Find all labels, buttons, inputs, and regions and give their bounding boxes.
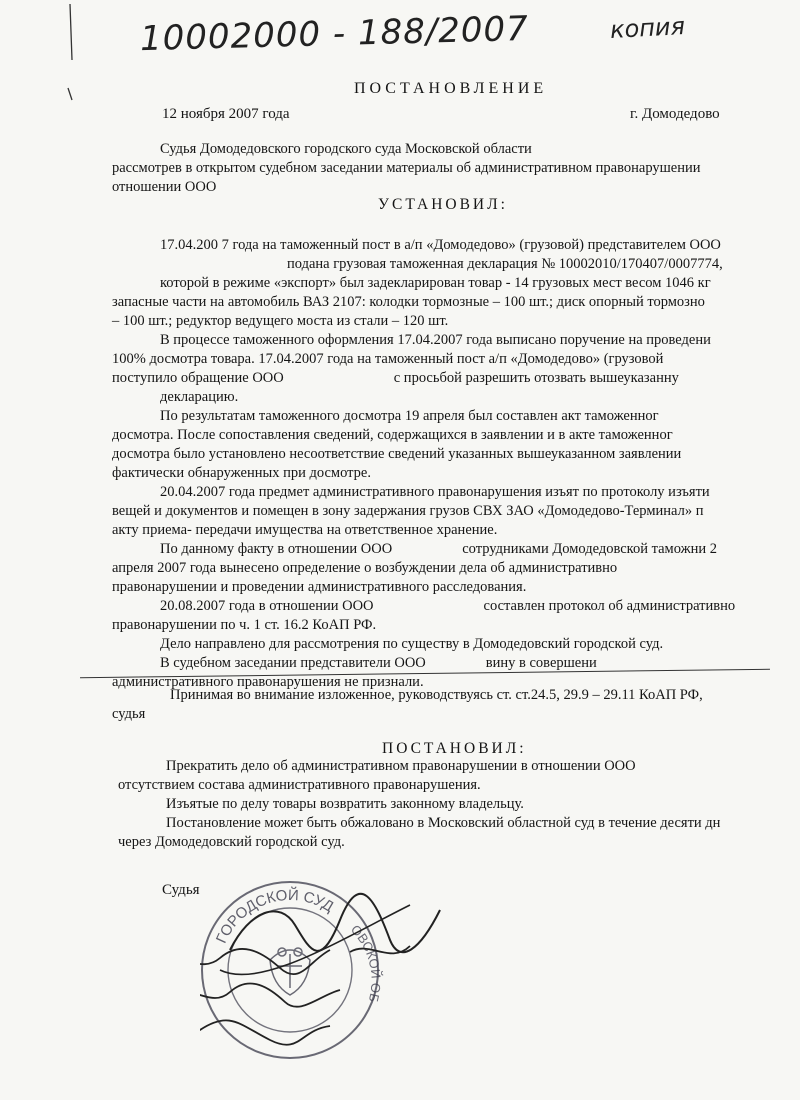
body-line: досмотра. После сопоставления сведений, содержащихся в заявлении и в акте таможенног [112,427,673,443]
body-line: правонарушении по ч. 1 ст. 16.2 КоАП РФ. [112,617,377,633]
body-line: фактически обнаруженных при досмотре. [112,465,371,481]
body-line: 17.04.200 7 года на таможенный пост в а/п «Домодедово» (грузовой) представителем ООО [160,237,721,253]
body-line: подана грузовая таможенная декларация № 10002010/170407/0007774, [287,256,723,272]
body-line-part: составлен протокол об административно [483,598,736,614]
intro-paragraph [112,140,701,197]
body-line: 100% досмотра товара. 17.04.2007 года на таможенный пост а/п «Домодедово» (грузовой [112,351,664,367]
body-line [112,369,735,388]
body-line: В процессе таможенного оформления 17.04.2007 года выписано поручение на проведени [160,332,711,348]
body-line-part: с просьбой разрешить отозвать вышеуказанну [393,370,679,386]
decision-line: Постановление может быть обжаловано в Московский областной суд в течение десяти дн [166,815,721,831]
body-line-part: поступило обращение ООО [112,370,284,386]
body-line: административного правонарушения не признали. [112,674,424,690]
body-line: правонарушении и проведении административного расследования. [112,579,527,595]
stamp-text: ГОРОДСКОЙ СУД [212,886,337,946]
closing-line: судья [112,706,146,722]
body-line-part: 20.08.2007 года в отношении ООО [160,598,374,614]
closing-paragraph [112,686,703,724]
body-line: апреля 2007 года вынесено определение о возбуждении дела об административно [112,560,618,576]
closing-line: Принимая во внимание изложенное, руководствуясь ст. ст.24.5, 29.9 – 29.11 КоАП РФ, [170,687,703,703]
intro-line: отношении ООО [112,179,217,195]
body-line-part: По данному факту в отношении ООО [160,541,393,557]
decision-line: Прекратить дело об административном правонарушении в отношении ООО [166,758,636,774]
body-line: декларацию. [160,389,239,405]
body-line-part: вину в совершени [485,655,597,671]
intro-line: Судья Домодедовского городского суда Московской области [160,141,532,157]
body-line: Дело направлено для рассмотрения по существу в Домодедовский городской суд. [160,636,664,652]
section-heading-ustanovil: УСТАНОВИЛ: [378,196,508,213]
body-line: запасные части на автомобиль ВАЗ 2107: колодки тормозные – 100 шт.; диск опорный тормозно [112,294,705,310]
body-line [112,597,735,616]
document-date: 12 ноября 2007 года [162,106,290,122]
body-line: акту приема- передачи имущества на ответственное хранение. [112,522,498,538]
handwritten-copy-note: копия [609,12,686,44]
body-line: вещей и документов и помещен в зону задержания грузов СВХ ЗАО «Домодедово-Терминал» п [112,503,704,519]
handwritten-case-number: 10002000 - 188/2007 [139,8,530,60]
judge-label: Судья [162,882,200,898]
body-line: досмотра было установлено несоответствие сведений указанных вышеуказанном заявлении [112,446,682,462]
findings-body [112,236,735,692]
decision-line: Изъятые по делу товары возвратить законному владельцу. [166,796,524,812]
handwritten-signature [200,880,520,1060]
margin-ink-mark [62,0,82,110]
stamp-text-right: ОВСКОЙ ОБ [347,921,384,1004]
body-line-part: сотрудниками Домодедовской таможни 2 [462,541,718,557]
body-line: которой в режиме «экспорт» был задекларирован товар - 14 грузовых мест весом 1046 кг [160,275,711,291]
document-title: ПОСТАНОВЛЕНИЕ [354,80,548,97]
decision-paragraph [118,757,720,852]
document-city: г. Домодедово [630,106,720,122]
body-line: – 100 шт.; редуктор ведущего моста из стали – 120 шт. [112,313,449,329]
section-heading-postanovil: ПОСТАНОВИЛ: [382,740,527,757]
decision-line: отсутствием состава административного правонарушения. [118,777,481,793]
body-line-part: В судебном заседании представители ООО [160,655,426,671]
body-line: По результатам таможенного досмотра 19 апреля был составлен акт таможенног [160,408,659,424]
decision-line: через Домодедовский городской суд. [118,834,345,850]
body-line [112,540,735,559]
intro-line: рассмотрев в открытом судебном заседании материалы об административном правонарушении [112,160,701,176]
body-line: 20.04.2007 года предмет административного правонарушения изъят по протоколу изъяти [160,484,710,500]
